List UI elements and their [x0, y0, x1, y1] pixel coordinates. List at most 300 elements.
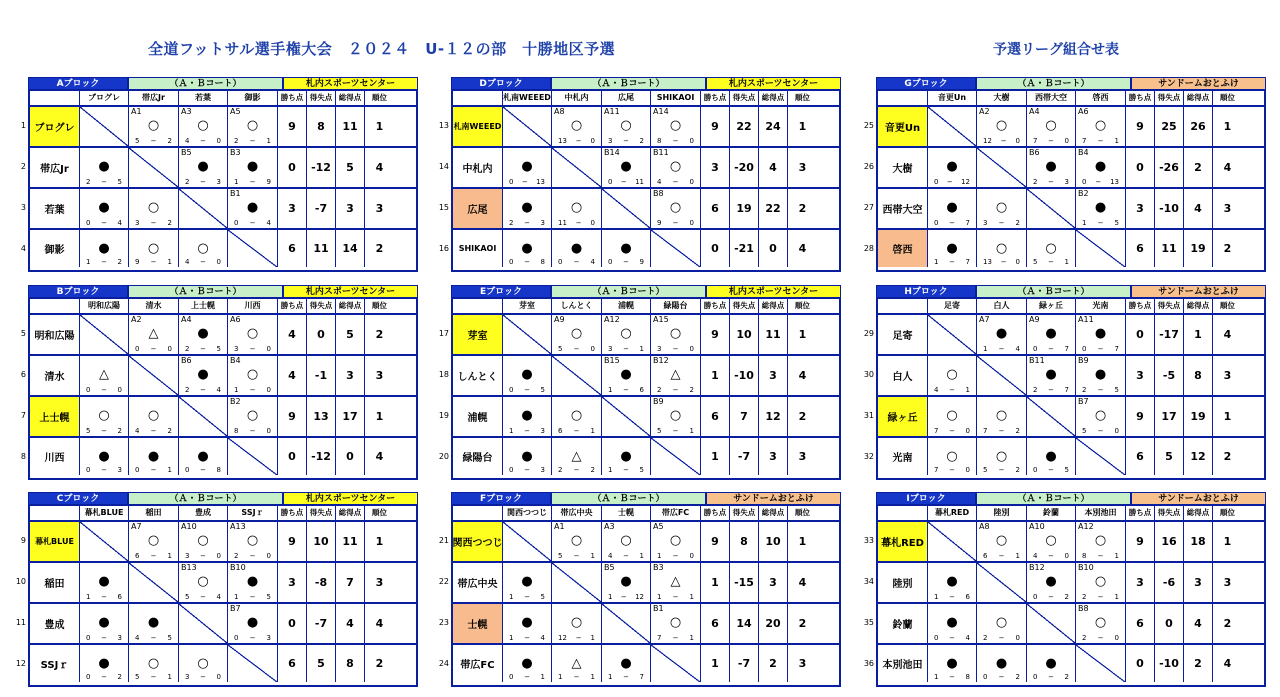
score — [505, 634, 549, 642]
score-against: 2 — [117, 427, 122, 435]
result-symbol: ○ — [995, 200, 1008, 215]
score-dash: − — [623, 386, 629, 394]
match-code: B4 — [230, 356, 241, 365]
column-header — [30, 299, 80, 313]
table-row — [438, 602, 839, 643]
diagonal-cell — [928, 315, 977, 354]
rank-cell: 3 — [375, 576, 384, 589]
score-for: 0 — [983, 673, 988, 681]
table-row — [863, 602, 1264, 643]
column-header: 総得点 — [1184, 506, 1213, 520]
score-for: 4 — [135, 634, 140, 642]
match-cell — [651, 189, 701, 228]
result-symbol: ○ — [669, 326, 682, 341]
row-number: 17 — [438, 329, 449, 338]
score — [653, 219, 698, 227]
match-code: A11 — [1078, 315, 1094, 324]
rank-cell: 1 — [375, 535, 384, 548]
score-dash: − — [1097, 552, 1104, 560]
goal-diff-cell: -26 — [1155, 148, 1184, 187]
diagonal-cell — [977, 148, 1027, 187]
results-grid — [438, 505, 841, 687]
diagonal-cell — [503, 107, 552, 146]
result-symbol: ● — [521, 449, 533, 464]
match-code: A1 — [131, 107, 142, 116]
result-symbol: ● — [197, 367, 209, 382]
column-header: 総得点 — [336, 91, 365, 105]
score-for: 2 — [1033, 386, 1038, 394]
block-name: Iブロック — [876, 492, 976, 505]
match-cell — [503, 230, 552, 267]
score — [604, 258, 648, 266]
score-for: 2 — [558, 466, 563, 474]
score — [604, 552, 648, 560]
goal-diff-cell: -10 — [1155, 645, 1184, 682]
goal-diff-cell: -6 — [1155, 563, 1184, 602]
block-header — [451, 492, 841, 505]
result-symbol: ○ — [995, 408, 1008, 423]
goal-diff-cell: -8 — [307, 563, 336, 602]
results-grid — [863, 90, 1266, 272]
document-title: 全道フットサル選手権大会 ２０２４ U-１２の部 十勝地区予選 — [148, 40, 616, 58]
score — [131, 673, 176, 681]
match-cell — [651, 356, 701, 395]
score-dash: − — [1048, 345, 1054, 353]
match-code: B8 — [653, 189, 664, 198]
score — [230, 137, 275, 145]
table-row — [863, 561, 1264, 602]
diagonal-cell — [1027, 604, 1076, 643]
points-cell: 0 — [1126, 148, 1155, 187]
goals-total-cell: 12 — [759, 397, 788, 436]
match-cell — [1027, 230, 1076, 267]
score-for: 2 — [1033, 178, 1038, 186]
rank-cell: 1 — [1223, 410, 1232, 423]
team-name: 川西 — [30, 438, 80, 475]
score-dash: − — [101, 258, 107, 266]
score-dash: − — [101, 386, 107, 394]
score-dash: − — [573, 345, 580, 353]
score-against: 6 — [117, 593, 122, 601]
rank-cell: 2 — [798, 410, 807, 423]
match-cell — [1076, 315, 1126, 354]
score-dash: − — [150, 219, 157, 227]
rank-cell: 2 — [1223, 617, 1232, 630]
score-against: 7 — [1064, 345, 1069, 353]
row-number: 26 — [863, 162, 874, 171]
score — [1078, 178, 1123, 186]
score-for: 3 — [234, 345, 239, 353]
score — [554, 219, 599, 227]
diagonal-cell — [552, 148, 602, 187]
rank-cell: 4 — [1223, 328, 1232, 341]
points-cell: 9 — [701, 315, 730, 354]
column-header: 西帯大空 — [1027, 91, 1076, 105]
result-symbol: ○ — [1045, 118, 1057, 133]
match-code: B3 — [230, 148, 241, 157]
match-cell — [1027, 645, 1076, 682]
score-dash: − — [998, 427, 1005, 435]
block-7 — [15, 492, 418, 687]
result-symbol: ● — [995, 656, 1008, 671]
block-header — [28, 77, 418, 90]
goal-diff-cell: 11 — [1155, 230, 1184, 267]
score-against: 7 — [965, 219, 970, 227]
match-cell — [552, 438, 602, 475]
match-code: A10 — [1029, 522, 1045, 531]
match-cell — [129, 315, 179, 354]
score-against: 0 — [216, 673, 221, 681]
score-for: 1 — [657, 552, 662, 560]
rank-cell: 4 — [1223, 657, 1232, 670]
score-against: 0 — [965, 427, 970, 435]
score — [930, 178, 974, 186]
score-against: 0 — [1015, 137, 1020, 145]
score-against: 2 — [590, 466, 595, 474]
goal-diff-cell: 10 — [307, 522, 336, 561]
rank-cell: 3 — [798, 450, 807, 463]
score-dash: − — [1097, 593, 1104, 601]
points-cell: 0 — [1126, 315, 1155, 354]
column-header: 関西つつじ — [503, 506, 552, 520]
column-header: 士幌 — [602, 506, 651, 520]
score-against: 0 — [216, 137, 221, 145]
score-against: 1 — [639, 345, 644, 353]
row-number: 22 — [438, 577, 449, 586]
match-cell — [552, 107, 602, 146]
score-for: 13 — [983, 258, 992, 266]
diagonal-cell — [80, 522, 129, 561]
team-name: 御影 — [30, 230, 80, 267]
court-label: （Ａ・Ｂコート） — [976, 492, 1131, 505]
score — [979, 634, 1024, 642]
result-symbol: ○ — [620, 118, 632, 133]
diagonal-cell — [928, 522, 977, 561]
score-against: 3 — [117, 634, 122, 642]
rank-cell: 2 — [375, 657, 384, 670]
match-code: A5 — [653, 522, 664, 531]
block-header — [28, 492, 418, 505]
result-symbol: △ — [99, 367, 109, 382]
points-cell: 6 — [701, 604, 730, 643]
team-name: 上士幌 — [30, 397, 80, 436]
score-for: 2 — [1082, 593, 1087, 601]
column-header: 順位 — [795, 508, 810, 517]
score-dash: − — [672, 552, 679, 560]
score-dash: − — [623, 466, 629, 474]
match-cell — [129, 522, 179, 561]
match-code: A7 — [979, 315, 990, 324]
score-against: 0 — [1064, 552, 1069, 560]
match-code: B7 — [230, 604, 241, 613]
score — [82, 386, 126, 394]
rank-cell: 4 — [798, 576, 807, 589]
points-cell: 6 — [1126, 230, 1155, 267]
score-for: 1 — [86, 258, 91, 266]
points-cell: 9 — [1126, 397, 1155, 436]
diagonal-cell — [80, 107, 129, 146]
score-for: 2 — [657, 386, 662, 394]
goals-total-cell: 11 — [336, 522, 365, 561]
score-dash: − — [1048, 258, 1054, 266]
points-cell: 3 — [278, 563, 307, 602]
score-for: 0 — [1033, 466, 1038, 474]
score — [979, 345, 1024, 353]
match-cell — [1027, 356, 1076, 395]
diagonal-cell — [179, 397, 228, 436]
score-for: 1 — [86, 593, 91, 601]
match-code: B8 — [1078, 604, 1089, 613]
match-cell — [179, 107, 228, 146]
match-cell — [228, 604, 278, 643]
block-header — [876, 77, 1266, 90]
result-symbol: ● — [995, 326, 1008, 341]
rank-cell: 4 — [1223, 161, 1232, 174]
match-cell — [1027, 107, 1076, 146]
result-symbol: ● — [620, 367, 632, 382]
venue-label: 札内スポーツセンター — [706, 77, 841, 90]
points-cell: 1 — [701, 356, 730, 395]
match-cell — [228, 356, 278, 395]
score-against: 2 — [117, 673, 122, 681]
match-cell — [552, 522, 602, 561]
score-dash: − — [998, 466, 1005, 474]
score-against: 0 — [167, 345, 172, 353]
table-row — [20, 395, 416, 436]
score-against: 3 — [540, 466, 545, 474]
score-dash: − — [1097, 345, 1104, 353]
score-for: 2 — [1082, 386, 1087, 394]
score-dash: − — [672, 593, 679, 601]
result-symbol: ○ — [246, 367, 259, 382]
row-number: 3 — [20, 203, 26, 212]
score — [1029, 386, 1073, 394]
score — [82, 258, 126, 266]
score-for: 0 — [1033, 345, 1038, 353]
result-symbol: ● — [521, 200, 533, 215]
score-for: 0 — [135, 345, 140, 353]
score-dash: − — [949, 386, 955, 394]
score — [230, 345, 275, 353]
match-code: A8 — [554, 107, 565, 116]
team-name: 関西つつじ — [453, 522, 503, 561]
score-against: 5 — [216, 345, 221, 353]
match-code: A12 — [1078, 522, 1094, 531]
result-symbol: ○ — [197, 533, 209, 548]
score-dash: − — [101, 427, 107, 435]
score — [181, 258, 225, 266]
match-code: A4 — [181, 315, 192, 324]
goals-total-cell: 2 — [1184, 645, 1213, 682]
venue-label: サンドームおとふけ — [1131, 285, 1266, 298]
column-header: 総得点 — [336, 506, 365, 520]
column-header: 勝ち点 — [701, 91, 730, 105]
score — [230, 219, 275, 227]
match-cell — [503, 438, 552, 475]
column-header: 音更Un — [928, 91, 977, 105]
table-row — [15, 602, 416, 643]
result-symbol: △ — [670, 367, 681, 382]
score-dash: − — [623, 552, 629, 560]
points-cell: 3 — [701, 148, 730, 187]
match-cell — [977, 645, 1027, 682]
score-for: 0 — [86, 634, 91, 642]
court-label: （Ａ・Ｂコート） — [976, 77, 1131, 90]
row-number: 10 — [15, 577, 26, 586]
rank-cell: 3 — [375, 202, 384, 215]
match-cell — [129, 397, 179, 436]
goals-total-cell: 20 — [759, 604, 788, 643]
score-against: 0 — [216, 552, 221, 560]
column-header: 順位 — [372, 301, 387, 310]
match-code: A3 — [181, 107, 192, 116]
diagonal-cell — [977, 356, 1027, 395]
goal-diff-cell: 8 — [730, 522, 759, 561]
score-for: 0 — [608, 178, 613, 186]
result-symbol: ○ — [570, 326, 583, 341]
score-against: 0 — [266, 552, 271, 560]
score-against: 1 — [167, 466, 172, 474]
rank-cell: 4 — [375, 450, 384, 463]
score-against: 13 — [536, 178, 545, 186]
points-cell: 1 — [701, 645, 730, 682]
score-against: 6 — [639, 386, 644, 394]
score-against: 0 — [590, 219, 595, 227]
score — [979, 552, 1024, 560]
score — [1078, 634, 1123, 642]
goal-diff-cell: 5 — [1155, 438, 1184, 475]
score — [930, 673, 974, 681]
match-cell — [651, 107, 701, 146]
block-3 — [863, 77, 1266, 272]
score — [1029, 593, 1073, 601]
score-against: 0 — [590, 137, 595, 145]
score-dash: − — [573, 673, 580, 681]
match-code: B12 — [1029, 563, 1045, 572]
points-cell: 6 — [701, 397, 730, 436]
team-name: 芽室 — [453, 315, 503, 354]
goal-diff-cell: 16 — [1155, 522, 1184, 561]
score-dash: − — [1048, 386, 1054, 394]
team-name: 啓西 — [878, 230, 928, 267]
column-header: 幕札RED — [928, 506, 977, 520]
match-cell — [928, 230, 977, 267]
venue-label: サンドームおとふけ — [1131, 77, 1266, 90]
result-symbol: ○ — [995, 118, 1008, 133]
score-dash: − — [1000, 258, 1007, 266]
column-header: 鈴蘭 — [1027, 506, 1076, 520]
table-row — [438, 313, 839, 354]
block-2 — [438, 77, 841, 272]
score-against: 1 — [1015, 552, 1020, 560]
match-code: A5 — [230, 107, 241, 116]
goal-diff-cell: 7 — [730, 397, 759, 436]
match-code: B10 — [230, 563, 246, 572]
match-cell — [552, 397, 602, 436]
table-row — [20, 313, 416, 354]
match-cell — [179, 563, 228, 602]
result-symbol: ● — [521, 615, 533, 630]
score-for: 0 — [934, 634, 939, 642]
score-against: 0 — [266, 386, 271, 394]
match-cell — [179, 230, 228, 267]
score-dash: − — [1048, 673, 1054, 681]
score — [604, 137, 648, 145]
score-dash: − — [1097, 219, 1104, 227]
match-code: B7 — [1078, 397, 1089, 406]
diagonal-cell — [1076, 438, 1126, 475]
goals-total-cell: 17 — [336, 397, 365, 436]
result-symbol: ● — [521, 656, 533, 671]
goal-diff-cell: -7 — [307, 604, 336, 643]
match-code: A14 — [653, 107, 669, 116]
block-header — [451, 285, 841, 298]
match-cell — [80, 645, 129, 682]
score-dash: − — [524, 258, 530, 266]
team-name: 広尾 — [453, 189, 503, 228]
result-symbol: ○ — [1094, 574, 1107, 589]
score — [505, 673, 549, 681]
table-row — [438, 146, 839, 187]
score — [1029, 178, 1073, 186]
result-symbol: ● — [147, 615, 160, 630]
score-dash: − — [101, 219, 107, 227]
score-for: 6 — [135, 552, 140, 560]
score — [82, 219, 126, 227]
score-for: 0 — [86, 673, 91, 681]
team-name: 清水 — [30, 356, 80, 395]
team-name: 幕札BLUE — [30, 522, 80, 561]
result-symbol: ○ — [669, 615, 682, 630]
results-grid — [863, 505, 1266, 687]
score-for: 4 — [1033, 552, 1038, 560]
match-cell — [179, 315, 228, 354]
block-5 — [438, 285, 841, 480]
score-against: 1 — [1114, 552, 1119, 560]
score-against: 7 — [1064, 386, 1069, 394]
table-row — [863, 228, 1264, 267]
block-name: Hブロック — [876, 285, 976, 298]
goal-diff-cell: -10 — [1155, 189, 1184, 228]
score-for: 1 — [509, 634, 514, 642]
team-name: 帯広中央 — [453, 563, 503, 602]
goal-diff-cell: -15 — [730, 563, 759, 602]
match-cell — [179, 522, 228, 561]
score — [930, 593, 974, 601]
score-against: 1 — [167, 258, 172, 266]
table-row — [15, 561, 416, 602]
score-dash: − — [150, 634, 157, 642]
team-name: 稲田 — [30, 563, 80, 602]
rank-cell: 1 — [1223, 120, 1232, 133]
column-header: 明和広陽 — [80, 299, 129, 313]
score-against: 5 — [167, 634, 172, 642]
table-row — [15, 643, 416, 682]
score-dash: − — [249, 137, 256, 145]
score-against: 8 — [216, 466, 221, 474]
score-for: 0 — [934, 219, 939, 227]
row-number: 9 — [20, 536, 26, 545]
score-for: 1 — [983, 345, 988, 353]
goal-diff-cell: 13 — [307, 397, 336, 436]
score — [82, 466, 126, 474]
diagonal-cell — [928, 107, 977, 146]
block-8 — [438, 492, 841, 687]
score-against: 9 — [266, 178, 271, 186]
result-symbol: ● — [1094, 326, 1107, 341]
goals-total-cell: 4 — [1184, 604, 1213, 643]
score-dash: − — [573, 258, 580, 266]
